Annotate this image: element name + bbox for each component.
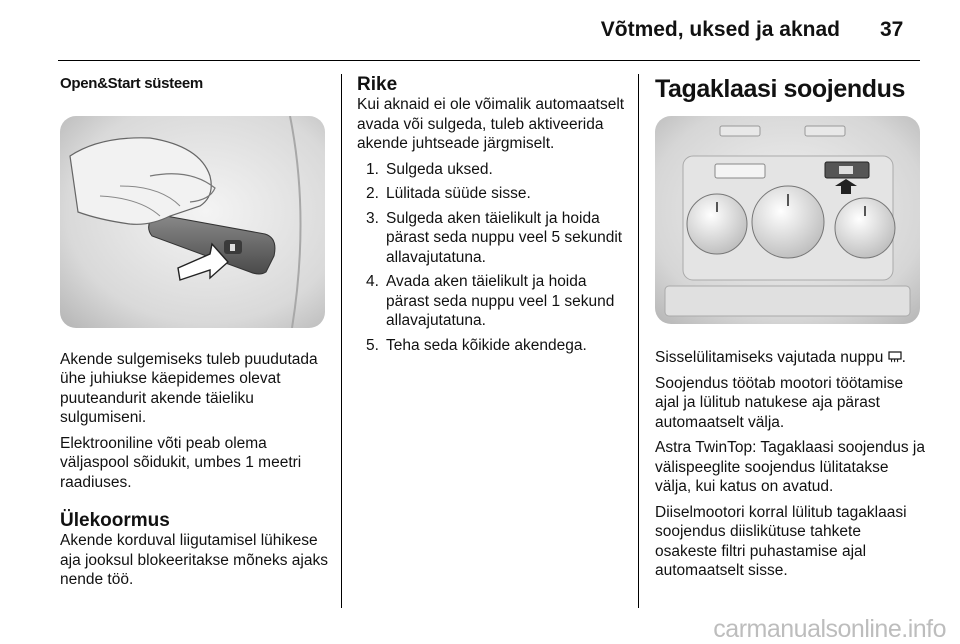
paragraph: Kui aknaid ei ole võimalik automaatselt avada või sulgeda, tuleb aktiveerida akende juhtseade järgmiselt. [357,96,625,152]
paragraph: Akende korduval liigutamisel lühikese aja jooksul blokeeritakse mõneks ajaks nende töö. [60,532,328,588]
steps-list [357,160,629,356]
column-divider [341,74,342,608]
subheading-fault: Rike [357,74,398,95]
list-item: 1. Sulgeda uksed. [366,160,493,178]
climate-control-panel-illustration [655,116,920,324]
list-item: 5. Teha seda kõikide akendega. [366,336,587,354]
column-divider [638,74,639,608]
list-item: 3. Sulgeda aken täielikult ja hoida pärast seda nuppu veel 5 sekundit allavajutatuna. [366,209,623,266]
column-rear-defroster [655,74,925,587]
page-header-title: Võtmed, uksed ja aknad [600,18,840,41]
section-heading: Tagaklaasi soojendus [655,75,905,103]
list-item: 2. Lülitada süüde sisse. [366,185,531,202]
rear-defrost-icon [888,351,902,363]
paragraph: Akende sulgemiseks tuleb puudutada ühe juhiukse käepidemes olevat puuteandurit akende täieliku sulgumiseni. [60,350,318,426]
list-item: 4. Avada aken täielikult ja hoida pärast seda nuppu veel 1 sekund allavajutatuna. [366,273,615,329]
paragraph: Soojendus töötab mootori töötamise ajal ja lülitub natukese aja pärast automaatselt välja. [655,374,904,431]
paragraph: Elektrooniline võti peab olema väljaspool sõidukit, umbes 1 meetri raadiuses. [60,434,302,491]
header-rule [58,60,920,61]
paragraph: Diiselmootori korral lülitub tagaklaasi soojendus diislikütuse tahkete osakeste filtri puhastamise ajal automaatselt sisse. [655,503,907,579]
subheading-overload: Ülekoormus [60,510,170,531]
door-handle-hand-illustration [60,116,325,328]
paragraph: Astra TwinTop: Tagaklaasi soojendus ja välispeeglite soojendus lülitatakse välja, kui katus on avatud. [655,439,925,495]
section-title: Open&Start süsteem [60,75,203,92]
page-number: 37 [880,18,904,41]
paragraph: Sisselülitamiseks vajutada nuppu . [655,349,906,366]
column-fault [357,74,629,360]
watermark: carmanualsonline.info [713,615,946,643]
column-open-start [60,74,330,596]
